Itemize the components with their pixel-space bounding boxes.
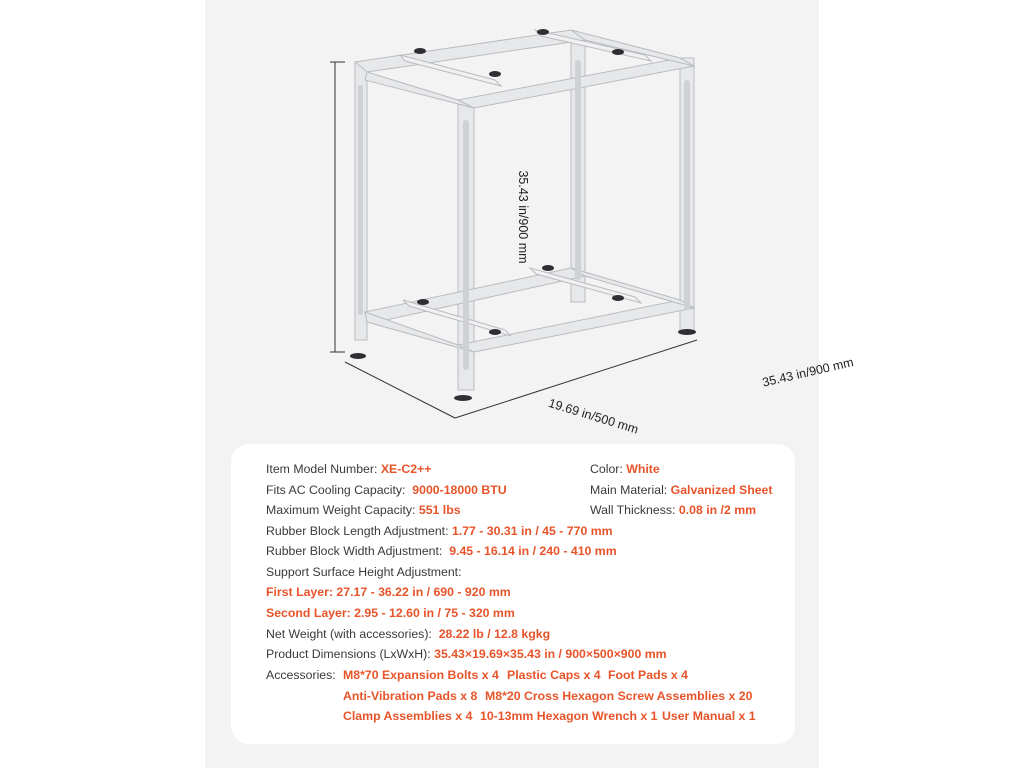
accessory-item: M8*20 Cross Hexagon Screw Assemblies x 20	[485, 689, 753, 703]
accessory-item: User Manual x 1	[662, 709, 756, 723]
spec-wall-thickness: Wall Thickness: 0.08 in /2 mm	[590, 503, 757, 517]
spec-cooling: Fits AC Cooling Capacity: 9000-18000 BTU	[266, 483, 507, 497]
accessory-item: Clamp Assemblies x 4	[343, 709, 473, 723]
rubber-block	[489, 329, 501, 335]
spec-support-height: Support Surface Height Adjustment:	[266, 565, 462, 579]
rubber-block	[417, 299, 429, 305]
spec-rubber-length: Rubber Block Length Adjustment: 1.77 - 30.31 in / 45 - 770 mm	[266, 524, 613, 538]
spec-weight-capacity: Maximum Weight Capacity: 551 lbs	[266, 503, 461, 517]
spec-net-weight: Net Weight (with accessories): 28.22 lb / 12.8 kgkg	[266, 627, 551, 641]
spec-product-dimensions: Product Dimensions (LxWxH): 35.43×19.69×35.43 in / 900×500×900 mm	[266, 647, 667, 661]
top-right-rail	[571, 30, 694, 66]
foot-pad	[454, 395, 472, 401]
spec-rubber-width: Rubber Block Width Adjustment: 9.45 - 16.14 in / 240 - 410 mm	[266, 544, 617, 558]
foot-pad	[678, 329, 696, 335]
width-dimension-label: 35.43 in/900 mm	[761, 355, 855, 390]
rubber-block	[542, 265, 554, 271]
spec-accessories-label: Accessories:	[266, 668, 336, 682]
rubber-block	[537, 29, 549, 35]
stand-drawing	[205, 0, 819, 440]
spec-first-layer: First Layer: 27.17 - 36.22 in / 690 - 920 mm	[266, 585, 511, 599]
spec-second-layer: Second Layer: 2.95 - 12.60 in / 75 - 320 mm	[266, 606, 515, 620]
accessory-item: Plastic Caps x 4	[507, 668, 601, 682]
rubber-block	[612, 295, 624, 301]
spec-model: Item Model Number: XE-C2++	[266, 462, 432, 476]
depth-dimension-label: 19.69 in/500 mm	[546, 396, 641, 437]
rubber-block	[612, 49, 624, 55]
foot-pad	[350, 353, 366, 359]
accessory-item: Foot Pads x 4	[608, 668, 688, 682]
rubber-block	[414, 48, 426, 54]
product-illustration: 35.43 in/900 mm 19.69 in/500 mm 35.43 in/900 mm	[205, 0, 819, 440]
top-crossbar-2	[535, 30, 651, 61]
depth-dimension-line	[345, 362, 455, 418]
accessory-item: 10-13mm Hexagon Wrench x 1	[480, 709, 658, 723]
accessory-item: Anti-Vibration Pads x 8	[343, 689, 478, 703]
top-left-rail	[365, 72, 474, 108]
bottom-front-rail	[458, 300, 694, 352]
rubber-block	[489, 71, 501, 77]
accessory-item: M8*70 Expansion Bolts x 4	[343, 668, 499, 682]
spec-color: Color: White	[590, 462, 660, 476]
spec-material: Main Material: Galvanized Sheet	[590, 483, 773, 497]
